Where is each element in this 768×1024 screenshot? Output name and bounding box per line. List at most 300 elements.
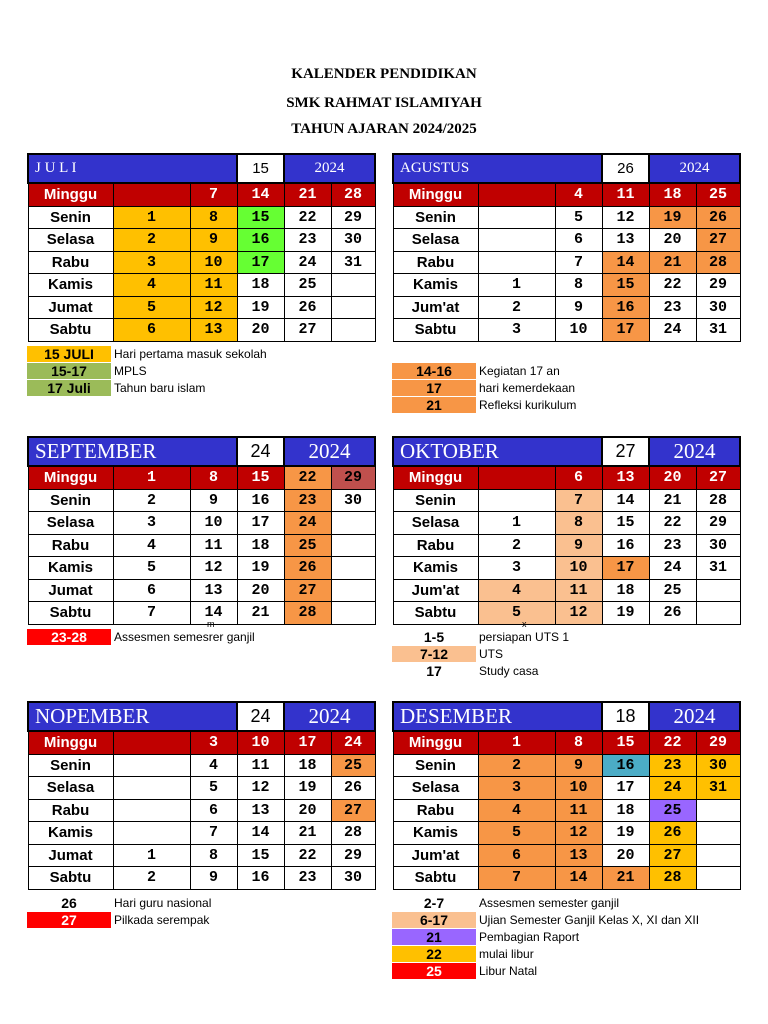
- day-name: Senin: [28, 206, 113, 229]
- date-cell: 30: [331, 867, 375, 890]
- day-name: Senin: [393, 754, 478, 777]
- date-cell: 25: [331, 754, 375, 777]
- legend-swatch: 17: [426, 662, 442, 679]
- date-cell: 14: [237, 822, 284, 845]
- date-cell: [113, 731, 190, 754]
- date-cell: 6: [113, 319, 190, 342]
- day-name: Sabtu: [393, 867, 478, 890]
- date-cell: 14: [602, 251, 649, 274]
- date-cell: 2: [478, 296, 555, 319]
- date-cell: 13: [190, 579, 237, 602]
- stray-mark: x: [522, 619, 527, 629]
- week-row: [28, 296, 375, 319]
- day-name: Sabtu: [28, 319, 113, 342]
- legend-text: Hari pertama masuk sekolah: [114, 346, 267, 361]
- date-cell: 17: [237, 512, 284, 535]
- date-cell: 5: [478, 602, 555, 625]
- legend-text: Assesmen semester ganjil: [479, 895, 620, 910]
- date-cell: 12: [555, 822, 602, 845]
- date-cell: 8: [555, 274, 602, 297]
- week-row: [28, 274, 375, 297]
- legend-item: [27, 628, 255, 645]
- legend-item: [27, 911, 211, 928]
- date-cell: 11: [237, 754, 284, 777]
- legend-swatch: 6-17: [392, 912, 476, 928]
- effective-weeks: 24: [237, 437, 284, 466]
- date-cell: [331, 512, 375, 535]
- date-cell: [478, 206, 555, 229]
- date-cell: 19: [237, 296, 284, 319]
- legend-text: hari kemerdekaan: [479, 380, 576, 395]
- date-cell: 2: [113, 229, 190, 252]
- legend-block: [392, 628, 569, 679]
- date-cell: 31: [696, 319, 740, 342]
- date-cell: 27: [696, 466, 740, 489]
- legend-text: Pilkada serempak: [114, 912, 210, 927]
- week-row: [393, 489, 740, 512]
- date-cell: 30: [696, 754, 740, 777]
- date-cell: 21: [237, 602, 284, 625]
- legend-text: persiapan UTS 1: [479, 629, 570, 644]
- date-cell: 14: [237, 183, 284, 206]
- date-cell: [696, 844, 740, 867]
- date-cell: 7: [113, 602, 190, 625]
- date-cell: 24: [649, 557, 696, 580]
- date-cell: 2: [113, 489, 190, 512]
- date-cell: 11: [190, 534, 237, 557]
- date-cell: 25: [284, 534, 331, 557]
- legend-block: [27, 345, 267, 396]
- legend-block: [392, 362, 576, 413]
- date-cell: [696, 822, 740, 845]
- month-year: 2024: [284, 702, 375, 731]
- date-cell: 21: [649, 489, 696, 512]
- legend-text: Hari guru nasional: [114, 895, 212, 910]
- date-cell: 10: [555, 319, 602, 342]
- date-cell: 24: [649, 319, 696, 342]
- day-name: Selasa: [393, 777, 478, 800]
- date-cell: 1: [478, 512, 555, 535]
- legend-item: [27, 345, 267, 362]
- month-year: 2024: [649, 702, 740, 731]
- date-cell: 19: [602, 822, 649, 845]
- date-cell: 9: [555, 534, 602, 557]
- date-cell: 29: [696, 274, 740, 297]
- legend-swatch: 1-5: [423, 628, 445, 645]
- week-row: [28, 844, 375, 867]
- date-cell: 27: [331, 799, 375, 822]
- date-cell: 15: [602, 731, 649, 754]
- date-cell: 15: [237, 844, 284, 867]
- week-row: [393, 754, 740, 777]
- day-name: Rabu: [28, 251, 113, 274]
- day-name: Kamis: [393, 822, 478, 845]
- day-name: Senin: [393, 206, 478, 229]
- month-name: AGUSTUS: [393, 154, 602, 183]
- date-cell: 22: [649, 274, 696, 297]
- effective-weeks: 15: [237, 154, 284, 183]
- date-cell: 23: [284, 229, 331, 252]
- week-row: [393, 822, 740, 845]
- date-cell: 12: [237, 777, 284, 800]
- week-row: [393, 867, 740, 890]
- date-cell: 17: [602, 319, 649, 342]
- date-cell: 20: [649, 466, 696, 489]
- date-cell: 31: [696, 557, 740, 580]
- date-cell: 8: [190, 206, 237, 229]
- week-row: [393, 534, 740, 557]
- day-name: Jum'at: [393, 844, 478, 867]
- date-cell: [113, 777, 190, 800]
- date-cell: 27: [696, 229, 740, 252]
- legend-text: Tahun baru islam: [114, 380, 206, 395]
- legend-item: [392, 662, 569, 679]
- legend-item: [392, 645, 569, 662]
- day-name: Senin: [28, 754, 113, 777]
- date-cell: 25: [696, 183, 740, 206]
- date-cell: 30: [331, 489, 375, 512]
- week-row: [28, 754, 375, 777]
- date-cell: 6: [555, 466, 602, 489]
- legend-block: [392, 894, 699, 979]
- date-cell: 3: [113, 512, 190, 535]
- month-year: 2024: [284, 437, 375, 466]
- date-cell: 21: [284, 822, 331, 845]
- day-name: Minggu: [28, 183, 113, 206]
- date-cell: 10: [555, 557, 602, 580]
- date-cell: 4: [478, 799, 555, 822]
- effective-weeks: 24: [237, 702, 284, 731]
- week-row: [28, 466, 375, 489]
- day-name: Selasa: [28, 512, 113, 535]
- week-row: [393, 731, 740, 754]
- day-name: Jumat: [28, 296, 113, 319]
- day-name: Kamis: [393, 557, 478, 580]
- date-cell: 27: [284, 579, 331, 602]
- date-cell: 23: [284, 489, 331, 512]
- date-cell: 26: [284, 557, 331, 580]
- date-cell: 25: [649, 799, 696, 822]
- day-name: Sabtu: [393, 602, 478, 625]
- week-row: [393, 229, 740, 252]
- effective-weeks: 27: [602, 437, 649, 466]
- date-cell: 2: [478, 754, 555, 777]
- date-cell: 26: [284, 296, 331, 319]
- legend-item: [392, 962, 699, 979]
- date-cell: [478, 229, 555, 252]
- legend-text: Ujian Semester Ganjil Kelas X, XI dan XII: [479, 912, 700, 927]
- date-cell: 1: [478, 731, 555, 754]
- legend-swatch: 26: [61, 894, 77, 911]
- date-cell: [113, 822, 190, 845]
- date-cell: 18: [237, 534, 284, 557]
- date-cell: 28: [331, 822, 375, 845]
- day-name: Kamis: [28, 822, 113, 845]
- month-table: [392, 701, 741, 890]
- date-cell: 18: [649, 183, 696, 206]
- week-row: [393, 557, 740, 580]
- date-cell: 13: [602, 229, 649, 252]
- day-name: Minggu: [393, 731, 478, 754]
- date-cell: [331, 296, 375, 319]
- day-name: Rabu: [393, 799, 478, 822]
- day-name: Senin: [28, 489, 113, 512]
- date-cell: 10: [237, 731, 284, 754]
- date-cell: 5: [555, 206, 602, 229]
- date-cell: 11: [602, 183, 649, 206]
- date-cell: 5: [113, 557, 190, 580]
- legend-swatch: 7-12: [392, 646, 476, 662]
- date-cell: [331, 534, 375, 557]
- day-name: Rabu: [28, 534, 113, 557]
- legend-item: [392, 379, 576, 396]
- week-row: [393, 319, 740, 342]
- legend-swatch: 2-7: [423, 894, 445, 911]
- week-row: [393, 844, 740, 867]
- date-cell: 3: [113, 251, 190, 274]
- date-cell: 15: [602, 512, 649, 535]
- month-table: [392, 436, 741, 625]
- date-cell: [696, 602, 740, 625]
- date-cell: 8: [555, 731, 602, 754]
- day-name: Rabu: [393, 534, 478, 557]
- date-cell: 29: [331, 466, 375, 489]
- date-cell: 25: [649, 579, 696, 602]
- date-cell: 17: [284, 731, 331, 754]
- month-year: 2024: [284, 154, 375, 183]
- date-cell: 12: [555, 602, 602, 625]
- legend-swatch: 23-28: [27, 629, 111, 645]
- date-cell: 15: [237, 206, 284, 229]
- legend-text: UTS: [479, 646, 503, 661]
- week-row: [28, 602, 375, 625]
- date-cell: 1: [113, 206, 190, 229]
- day-name: Kamis: [28, 557, 113, 580]
- date-cell: 9: [190, 489, 237, 512]
- legend-item: [392, 362, 576, 379]
- legend-swatch: 21: [392, 929, 476, 945]
- legend-item: [392, 911, 699, 928]
- week-row: [28, 512, 375, 535]
- legend-swatch: 22: [392, 946, 476, 962]
- date-cell: 16: [602, 754, 649, 777]
- date-cell: 3: [478, 557, 555, 580]
- date-cell: 1: [478, 274, 555, 297]
- date-cell: 26: [649, 822, 696, 845]
- day-name: Minggu: [28, 466, 113, 489]
- date-cell: 28: [649, 867, 696, 890]
- date-cell: 3: [190, 731, 237, 754]
- week-row: [28, 822, 375, 845]
- date-cell: 6: [478, 844, 555, 867]
- date-cell: 16: [602, 534, 649, 557]
- date-cell: 9: [190, 229, 237, 252]
- legend-text: Kegiatan 17 an: [479, 363, 560, 378]
- school-name: SMK RAHMAT ISLAMIYAH: [286, 95, 482, 111]
- date-cell: [696, 799, 740, 822]
- legend-text: Refleksi kurikulum: [479, 397, 577, 412]
- date-cell: 27: [284, 319, 331, 342]
- date-cell: 21: [649, 251, 696, 274]
- day-name: Selasa: [28, 777, 113, 800]
- legend-swatch: 17: [392, 380, 476, 396]
- date-cell: 16: [237, 229, 284, 252]
- day-name: Kamis: [28, 274, 113, 297]
- date-cell: 10: [190, 512, 237, 535]
- date-cell: 5: [113, 296, 190, 319]
- day-name: Sabtu: [393, 319, 478, 342]
- date-cell: 26: [331, 777, 375, 800]
- date-cell: 17: [237, 251, 284, 274]
- date-cell: [478, 183, 555, 206]
- date-cell: 14: [602, 489, 649, 512]
- date-cell: 4: [113, 274, 190, 297]
- week-row: [28, 319, 375, 342]
- legend-swatch: 27: [27, 912, 111, 928]
- date-cell: 11: [190, 274, 237, 297]
- date-cell: 19: [284, 777, 331, 800]
- legend-text: Libur Natal: [479, 963, 538, 978]
- week-row: [393, 799, 740, 822]
- week-row: [28, 557, 375, 580]
- date-cell: [331, 274, 375, 297]
- date-cell: 9: [555, 296, 602, 319]
- date-cell: 16: [237, 489, 284, 512]
- date-cell: 21: [602, 867, 649, 890]
- date-cell: 8: [555, 512, 602, 535]
- day-name: Sabtu: [28, 602, 113, 625]
- day-name: Kamis: [393, 274, 478, 297]
- legend-swatch: 15-17: [27, 363, 111, 379]
- date-cell: 4: [555, 183, 602, 206]
- date-cell: 30: [331, 229, 375, 252]
- date-cell: 16: [237, 867, 284, 890]
- date-cell: 3: [478, 319, 555, 342]
- date-cell: 7: [190, 183, 237, 206]
- legend-swatch: 17 Juli: [27, 380, 111, 396]
- date-cell: 9: [190, 867, 237, 890]
- week-row: [28, 799, 375, 822]
- month-table: [27, 436, 376, 625]
- date-cell: 19: [237, 557, 284, 580]
- date-cell: 24: [284, 251, 331, 274]
- date-cell: 11: [555, 799, 602, 822]
- date-cell: [113, 183, 190, 206]
- date-cell: 25: [284, 274, 331, 297]
- date-cell: 29: [696, 731, 740, 754]
- day-name: Selasa: [28, 229, 113, 252]
- week-row: [28, 579, 375, 602]
- date-cell: [478, 489, 555, 512]
- date-cell: 31: [696, 777, 740, 800]
- date-cell: 14: [555, 867, 602, 890]
- date-cell: 18: [237, 274, 284, 297]
- date-cell: [696, 867, 740, 890]
- date-cell: 13: [602, 466, 649, 489]
- date-cell: 23: [649, 296, 696, 319]
- date-cell: 13: [190, 319, 237, 342]
- legend-item: [27, 379, 267, 396]
- date-cell: [113, 799, 190, 822]
- week-row: [393, 183, 740, 206]
- date-cell: 28: [696, 251, 740, 274]
- date-cell: 1: [113, 466, 190, 489]
- date-cell: 4: [113, 534, 190, 557]
- day-name: Selasa: [393, 229, 478, 252]
- date-cell: 31: [331, 251, 375, 274]
- date-cell: 21: [284, 183, 331, 206]
- date-cell: 13: [237, 799, 284, 822]
- week-row: [393, 251, 740, 274]
- legend-text: MPLS: [114, 363, 147, 378]
- date-cell: 16: [602, 296, 649, 319]
- week-row: [28, 251, 375, 274]
- date-cell: 20: [284, 799, 331, 822]
- date-cell: 8: [190, 844, 237, 867]
- date-cell: 13: [555, 844, 602, 867]
- date-cell: 24: [649, 777, 696, 800]
- date-cell: 6: [555, 229, 602, 252]
- month-name: SEPTEMBER: [28, 437, 237, 466]
- date-cell: 22: [649, 512, 696, 535]
- legend-item: [392, 945, 699, 962]
- date-cell: 29: [331, 206, 375, 229]
- date-cell: 20: [649, 229, 696, 252]
- date-cell: 18: [602, 799, 649, 822]
- date-cell: 22: [649, 731, 696, 754]
- effective-weeks: 26: [602, 154, 649, 183]
- date-cell: 6: [190, 799, 237, 822]
- week-row: [28, 183, 375, 206]
- date-cell: 12: [190, 557, 237, 580]
- legend-item: [27, 894, 211, 911]
- legend-swatch: 21: [392, 397, 476, 413]
- legend-item: [392, 628, 569, 645]
- legend-swatch: 25: [392, 963, 476, 979]
- legend-text: Assesmen semesrer ganjil: [114, 629, 255, 644]
- week-row: [393, 579, 740, 602]
- date-cell: 7: [555, 251, 602, 274]
- legend-block: [27, 628, 255, 645]
- date-cell: 5: [478, 822, 555, 845]
- date-cell: 20: [237, 579, 284, 602]
- legend-swatch: 15 JULI: [27, 346, 111, 362]
- week-row: [28, 534, 375, 557]
- date-cell: 6: [113, 579, 190, 602]
- date-cell: 30: [696, 534, 740, 557]
- day-name: Jum'at: [393, 579, 478, 602]
- date-cell: 1: [113, 844, 190, 867]
- date-cell: 30: [696, 296, 740, 319]
- date-cell: 4: [190, 754, 237, 777]
- date-cell: 15: [237, 466, 284, 489]
- month-name: J U L I: [28, 154, 237, 183]
- week-row: [393, 274, 740, 297]
- legend-item: [392, 928, 699, 945]
- legend-text: Pembagian Raport: [479, 929, 580, 944]
- date-cell: [331, 319, 375, 342]
- day-name: Rabu: [393, 251, 478, 274]
- month-name: DESEMBER: [393, 702, 602, 731]
- day-name: Sabtu: [28, 867, 113, 890]
- date-cell: 28: [331, 183, 375, 206]
- date-cell: 7: [190, 822, 237, 845]
- week-row: [28, 867, 375, 890]
- date-cell: 22: [284, 206, 331, 229]
- week-row: [393, 602, 740, 625]
- date-cell: 17: [602, 557, 649, 580]
- month-year: 2024: [649, 154, 740, 183]
